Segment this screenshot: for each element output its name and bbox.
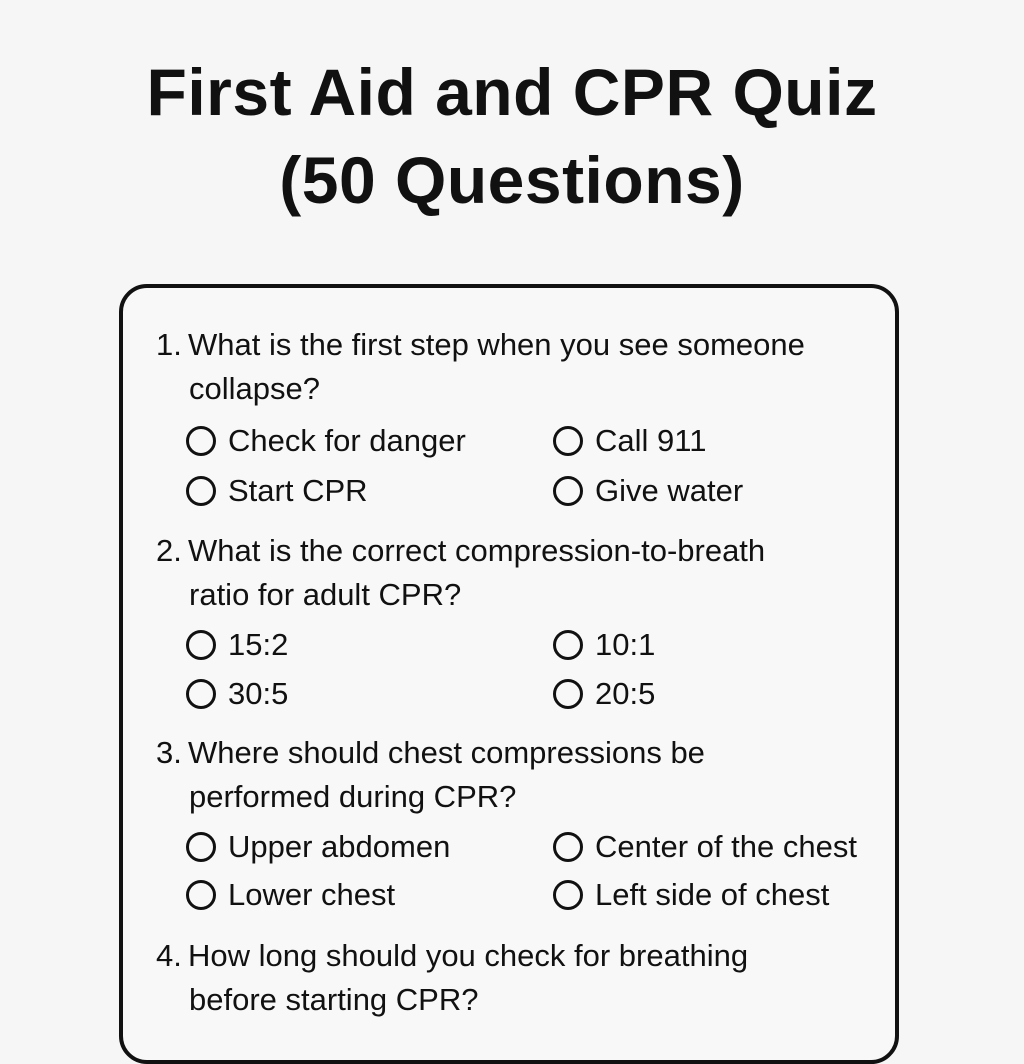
option-label: 10:1 bbox=[595, 627, 656, 662]
question-2-option-1[interactable] bbox=[186, 625, 288, 665]
radio-button-icon[interactable] bbox=[553, 679, 583, 709]
radio-button-icon[interactable] bbox=[553, 880, 583, 910]
question-1-line-1: What is the first step when you see someone bbox=[188, 327, 805, 362]
radio-button-icon[interactable] bbox=[186, 832, 216, 862]
question-4-line-2: before starting CPR? bbox=[189, 982, 479, 1017]
question-1-text bbox=[156, 323, 876, 411]
question-3-line-2: performed during CPR? bbox=[189, 779, 517, 814]
question-2-line-2: ratio for adult CPR? bbox=[189, 577, 462, 612]
quiz-title bbox=[0, 48, 1024, 224]
question-1-option-4[interactable] bbox=[553, 471, 743, 511]
question-1-option-2[interactable] bbox=[553, 421, 706, 461]
option-label: Give water bbox=[595, 473, 744, 508]
option-label: Center of the chest bbox=[595, 829, 857, 864]
radio-button-icon[interactable] bbox=[553, 426, 583, 456]
option-label: 15:2 bbox=[228, 627, 289, 662]
option-label: Call 911 bbox=[595, 423, 707, 458]
option-label: 20:5 bbox=[595, 676, 656, 711]
quiz-title-line-2: (50 Questions) bbox=[279, 143, 745, 217]
quiz-title-line-1: First Aid and CPR Quiz bbox=[146, 55, 878, 129]
option-label: Check for danger bbox=[228, 423, 466, 458]
question-2-option-2[interactable] bbox=[553, 625, 655, 665]
question-3-option-2[interactable] bbox=[553, 827, 857, 867]
radio-button-icon[interactable] bbox=[186, 476, 216, 506]
radio-button-icon[interactable] bbox=[186, 880, 216, 910]
radio-button-icon[interactable] bbox=[186, 679, 216, 709]
question-2-text bbox=[156, 529, 876, 617]
question-2-option-4[interactable] bbox=[553, 674, 655, 714]
radio-button-icon[interactable] bbox=[553, 832, 583, 862]
option-label: Upper abdomen bbox=[228, 829, 451, 864]
quiz-card bbox=[119, 284, 899, 1064]
option-label: 30:5 bbox=[228, 676, 289, 711]
question-3-line-1: Where should chest compressions be bbox=[188, 735, 705, 770]
option-label: Left side of chest bbox=[595, 877, 830, 912]
question-3-option-3[interactable] bbox=[186, 875, 395, 915]
option-label: Lower chest bbox=[228, 877, 396, 912]
question-1-option-3[interactable] bbox=[186, 471, 368, 511]
option-label: Start CPR bbox=[228, 473, 368, 508]
question-1-option-1[interactable] bbox=[186, 421, 466, 461]
question-3-option-1[interactable] bbox=[186, 827, 450, 867]
question-3-number: 3. bbox=[156, 735, 182, 770]
question-3-text bbox=[156, 731, 876, 819]
question-1-line-2: collapse? bbox=[189, 371, 320, 406]
question-4-line-1: How long should you check for breathing bbox=[188, 938, 749, 973]
radio-button-icon[interactable] bbox=[553, 476, 583, 506]
question-4-text bbox=[156, 934, 876, 1022]
question-2-number: 2. bbox=[156, 533, 182, 568]
question-2-line-1: What is the correct compression-to-breath bbox=[188, 533, 766, 568]
radio-button-icon[interactable] bbox=[553, 630, 583, 660]
question-3-option-4[interactable] bbox=[553, 875, 829, 915]
question-2-option-3[interactable] bbox=[186, 674, 288, 714]
radio-button-icon[interactable] bbox=[186, 630, 216, 660]
question-4-number: 4. bbox=[156, 938, 182, 973]
radio-button-icon[interactable] bbox=[186, 426, 216, 456]
question-1-number: 1. bbox=[156, 327, 182, 362]
